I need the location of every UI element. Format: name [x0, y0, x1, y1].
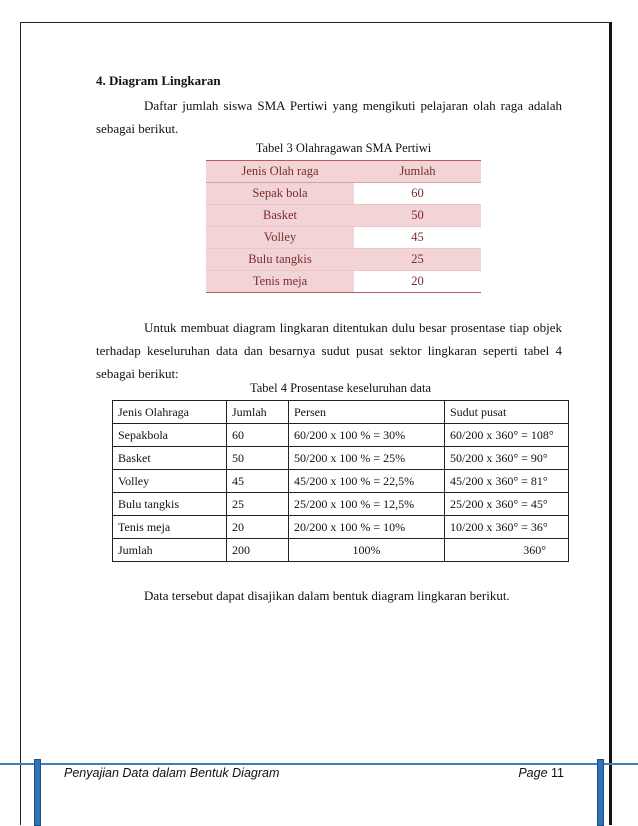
footer-page: [518, 766, 564, 780]
table4-cell: 25: [227, 493, 289, 516]
closing-paragraph: [96, 584, 562, 607]
footer-right-bar: [597, 759, 604, 826]
table4-cell: 20: [227, 516, 289, 539]
footer-page-number: 11: [551, 766, 564, 780]
table4-cell: 25/200 x 100 % = 12,5%: [289, 493, 445, 516]
table4-cell: 360°: [445, 539, 569, 562]
table4-header-cell: Jenis Olahraga: [113, 401, 227, 424]
table3-cell: 50: [354, 205, 481, 227]
table4-row: [113, 516, 569, 539]
table4-cell: 20/200 x 100 % = 10%: [289, 516, 445, 539]
table3-cell: Tenis meja: [206, 271, 354, 293]
table4-cell: 50/200 x 100 % = 25%: [289, 447, 445, 470]
table4-cell: 60/200 x 100 % = 30%: [289, 424, 445, 447]
table4-cell: Tenis meja: [113, 516, 227, 539]
table4-cell: Basket: [113, 447, 227, 470]
table4: [112, 400, 569, 562]
table3-cell: 20: [354, 271, 481, 293]
table4-cell: 50/200 x 360° = 90°: [445, 447, 569, 470]
table4-cell: Sepakbola: [113, 424, 227, 447]
table3-header-cell: Jenis Olah raga: [206, 161, 354, 183]
table4-cell: 100%: [289, 539, 445, 562]
explanation-paragraph: [96, 316, 562, 385]
explanation-text: Untuk membuat diagram lingkaran ditentukan dulu besar prosentase tiap objek terhadap keseluruhan data dan besarnya sudut pusat sektor lingkaran seperti tabel 4 sebagai berikut:: [96, 320, 562, 381]
table3-row: [206, 183, 481, 205]
table3-cell: Basket: [206, 205, 354, 227]
table3-cell: 25: [354, 249, 481, 271]
table3-cell: Volley: [206, 227, 354, 249]
table4-row: [113, 493, 569, 516]
table4-row: [113, 470, 569, 493]
table4-row: [113, 424, 569, 447]
table3-cell: Sepak bola: [206, 183, 354, 205]
table3-header-row: [206, 161, 481, 183]
table4-header-cell: Sudut pusat: [445, 401, 569, 424]
table4-cell: 200: [227, 539, 289, 562]
table3-row: [206, 227, 481, 249]
table3-cell: 60: [354, 183, 481, 205]
table4-cell: 60/200 x 360° = 108°: [445, 424, 569, 447]
intro-paragraph: [96, 94, 562, 140]
table4-caption: Tabel 4 Prosentase keseluruhan data: [249, 381, 431, 395]
table3-cell: Bulu tangkis: [206, 249, 354, 271]
table4-cell: 60: [227, 424, 289, 447]
table4-row: [113, 447, 569, 470]
table4-cell: 45/200 x 360° = 81°: [445, 470, 569, 493]
table4-header-cell: Persen: [289, 401, 445, 424]
table4-total-row: [113, 539, 569, 562]
table3-row: [206, 205, 481, 227]
closing-text: Data tersebut dapat disajikan dalam bentuk diagram lingkaran berikut.: [144, 588, 510, 603]
table4-cell: 50: [227, 447, 289, 470]
table3-cell: 45: [354, 227, 481, 249]
table4-cell: 45/200 x 100 % = 22,5%: [289, 470, 445, 493]
section-heading: 4. Diagram Lingkaran: [96, 73, 221, 88]
table3-header-cell: Jumlah: [354, 161, 481, 183]
table4-cell: 10/200 x 360° = 36°: [445, 516, 569, 539]
intro-text: Daftar jumlah siswa SMA Pertiwi yang mengikuti pelajaran olah raga adalah sebagai berikut.: [96, 98, 562, 136]
table3-row: [206, 249, 481, 271]
table4-cell: 45: [227, 470, 289, 493]
table4-cell: Volley: [113, 470, 227, 493]
footer-divider: [0, 763, 638, 765]
table4-header-row: [113, 401, 569, 424]
table4-cell: 25/200 x 360° = 45°: [445, 493, 569, 516]
table4-header-cell: Jumlah: [227, 401, 289, 424]
table3-row: [206, 271, 481, 293]
footer-title: Penyajian Data dalam Bentuk Diagram: [64, 766, 280, 780]
table4-cell: Bulu tangkis: [113, 493, 227, 516]
table4-cell: Jumlah: [113, 539, 227, 562]
table3: [206, 160, 481, 293]
table3-caption: Tabel 3 Olahragawan SMA Pertiwi: [255, 141, 432, 155]
footer-page-label: Page: [518, 766, 548, 780]
footer-left-bar: [34, 759, 41, 826]
